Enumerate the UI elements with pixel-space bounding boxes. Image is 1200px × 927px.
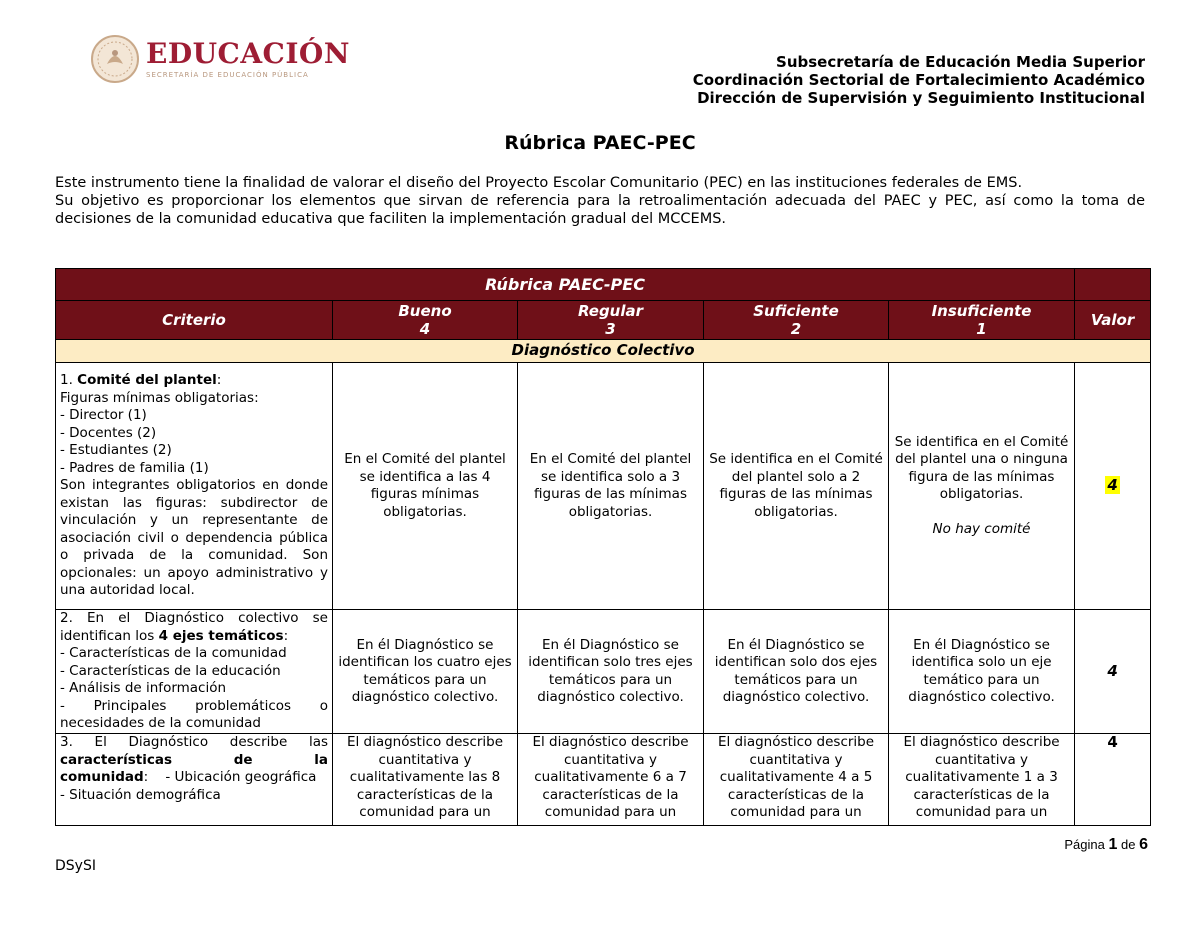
- page-number: Página 1 de 6: [1064, 836, 1148, 853]
- regular-cell: En él Diagnóstico se identifican solo tres ejes temáticos para un diagnóstico colectivo.: [518, 610, 704, 734]
- value-highlight: 4: [1107, 476, 1118, 495]
- bueno-cell: En el Comité del plantel se identifica a las 4 figuras mínimas obligatorias.: [333, 363, 518, 610]
- value-cell: [1075, 363, 1151, 610]
- insuficiente-cell: El diagnóstico describe cuantitativa y cualitativamente 1 a 3 características de la comunidad para un: [889, 734, 1075, 826]
- header-valor: Valor: [1075, 301, 1151, 340]
- bueno-cell: En él Diagnóstico se identifican los cuatro ejes temáticos para un diagnóstico colectivo.: [333, 610, 518, 734]
- section-row: [56, 340, 1151, 363]
- insuficiente-note: No hay comité: [932, 520, 1031, 537]
- suficiente-cell: En él Diagnóstico se identifican solo dos ejes temáticos para un diagnóstico colectivo.: [704, 610, 889, 734]
- regular-cell: El diagnóstico describe cuantitativa y cualitativamente 6 a 7 características de la comunidad para un: [518, 734, 704, 826]
- header-line-2: Coordinación Sectorial de Fortalecimiento Académico: [692, 71, 1145, 89]
- intro-paragraph-2: Su objetivo es proporcionar los elementos que sirvan de referencia para la retroalimentación adecuada del PAEC y PEC, así como la toma de decisiones de la comunidad educativa que faciliten la implementación gradual del MCCEMS.: [55, 193, 1145, 227]
- footer-label: DSySI: [55, 858, 96, 874]
- table-header-row: [56, 301, 1151, 340]
- intro-text: [55, 174, 1145, 228]
- header-insuficiente: Insuficiente 1: [889, 301, 1075, 340]
- logo-title: EDUCACIÓN: [146, 37, 350, 70]
- header-bueno: Bueno 4: [333, 301, 518, 340]
- value-cell: 4: [1075, 610, 1151, 734]
- sep-logo: [90, 34, 350, 84]
- national-seal-icon: [90, 34, 140, 84]
- header-line-3: Dirección de Supervisión y Seguimiento Institucional: [697, 89, 1145, 107]
- institution-header: [693, 53, 1145, 107]
- criterion-cell: 1. Comité del plantel: Figuras mínimas obligatorias: - Director (1) - Docentes (2) - Estudiantes (2) - Padres de familia (1) Son integrantes obligatorios en donde existan las figuras: subdirector de vinculación y un representante de asociación civil o dependencia pública o privada de la comunidad. Son opcionales: un apoyo administrativo y una autoridad local.: [56, 363, 333, 610]
- suficiente-cell: El diagnóstico describe cuantitativa y cualitativamente 4 a 5 características de la comunidad para un: [704, 734, 889, 826]
- document-title: Rúbrica PAEC-PEC: [504, 132, 696, 154]
- table-title: Rúbrica PAEC-PEC: [56, 269, 1075, 301]
- header-line-1: Subsecretaría de Educación Media Superior: [776, 53, 1145, 71]
- table-row: [56, 734, 1151, 826]
- header-suficiente: Suficiente 2: [704, 301, 889, 340]
- table-title-spacer: [1075, 269, 1151, 301]
- intro-paragraph-1: Este instrumento tiene la finalidad de valorar el diseño del Proyecto Escolar Comunitario (PEC) en las instituciones federales de EMS.: [55, 175, 1023, 191]
- header-regular: Regular 3: [518, 301, 704, 340]
- logo-subtitle: SECRETARÍA DE EDUCACIÓN PÚBLICA: [146, 71, 309, 79]
- insuficiente-cell: En él Diagnóstico se identifica solo un eje temático para un diagnóstico colectivo.: [889, 610, 1075, 734]
- value-cell: 4: [1075, 734, 1151, 826]
- insuficiente-cell: Se identifica en el Comité del plantel una o ninguna figura de las mínimas obligatorias. No hay comité: [889, 363, 1075, 610]
- criterion-cell: 2. En el Diagnóstico colectivo se identifican los 4 ejes temáticos: - Características de la comunidad - Características de la educación - Análisis de información - Principales problemáticos o necesidades de la comunidad: [56, 610, 333, 734]
- table-row: [56, 363, 1151, 610]
- rubric-table: [55, 268, 1151, 826]
- table-row: [56, 610, 1151, 734]
- criterion-cell: 3. El Diagnóstico describe las características de la comunidad: - Ubicación geográfica - Situación demográfica: [56, 734, 333, 826]
- regular-cell: En el Comité del plantel se identifica solo a 3 figuras de las mínimas obligatorias.: [518, 363, 704, 610]
- header-criterio: Criterio: [56, 301, 333, 340]
- section-title: Diagnóstico Colectivo: [56, 340, 1151, 363]
- bueno-cell: El diagnóstico describe cuantitativa y cualitativamente las 8 características de la comunidad para un: [333, 734, 518, 826]
- table-title-row: [56, 269, 1151, 301]
- suficiente-cell: Se identifica en el Comité del plantel solo a 2 figuras de las mínimas obligatorias.: [704, 363, 889, 610]
